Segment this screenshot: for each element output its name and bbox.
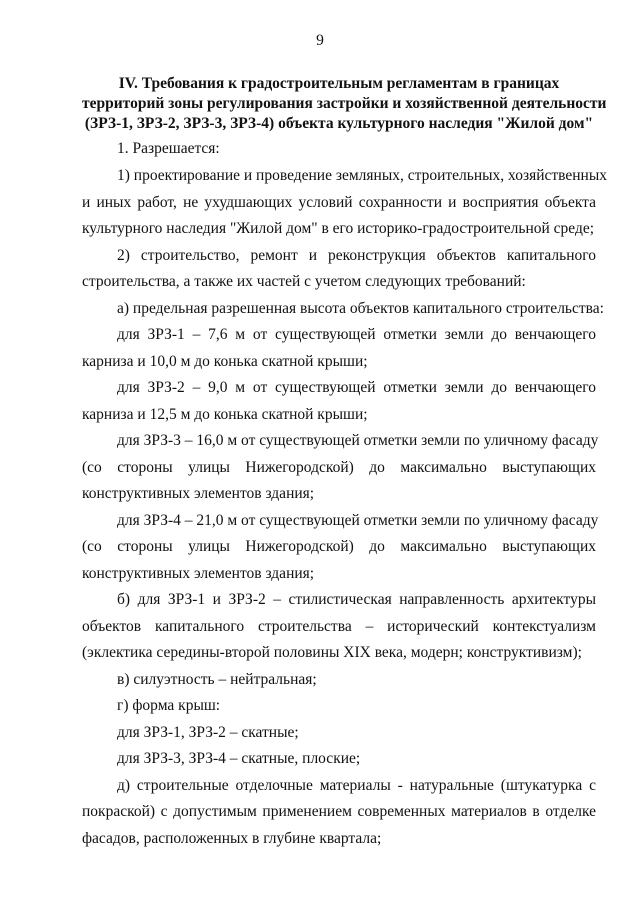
text-line: для ЗРЗ-4 – 21,0 м от существующей отметки земли по уличному фасаду bbox=[117, 512, 599, 529]
text-line: (со стороны улицы Нижегородской) до максимально выступающих bbox=[82, 538, 596, 555]
text-line: и иных работ, не ухудшающих условий сохранности и восприятия объекта bbox=[82, 194, 596, 211]
text-line: (эклектика середины-второй половины XIX века, модерн; конструктивизм); bbox=[82, 644, 582, 661]
text-line: в) силуэтность – нейтральная; bbox=[117, 671, 317, 688]
heading-line: (ЗРЗ-1, ЗРЗ-2, ЗРЗ-3, ЗРЗ-4) объекта культурного наследия "Жилой дом" bbox=[84, 115, 594, 132]
heading-line: территорий зоны регулирования застройки и хозяйственной деятельности bbox=[82, 95, 607, 112]
heading-line: IV. Требования к градостроительным регламентам в границах bbox=[118, 75, 560, 92]
text-line: 1. Разрешается: bbox=[117, 140, 220, 157]
text-line: 1) проектирование и проведение земляных, строительных, хозяйственных bbox=[117, 167, 608, 184]
text-line: для ЗРЗ-1, ЗРЗ-2 – скатные; bbox=[117, 724, 299, 741]
text-line: для ЗРЗ-3, ЗРЗ-4 – скатные, плоские; bbox=[117, 750, 361, 767]
text-line: д) строительные отделочные материалы - натуральные (штукатурка с bbox=[117, 777, 596, 794]
text-line: б) для ЗРЗ-1 и ЗРЗ-2 – стилистическая направленность архитектуры bbox=[117, 591, 596, 608]
text-line: конструктивных элементов здания; bbox=[82, 565, 315, 582]
text-line: карниза и 12,5 м до конька скатной крыши; bbox=[82, 406, 368, 423]
text-line: г) форма крыш: bbox=[117, 697, 221, 714]
text-line: строительства, а также их частей с учетом следующих требований: bbox=[82, 273, 526, 290]
text-line: 2) строительство, ремонт и реконструкция объектов капитального bbox=[117, 247, 596, 264]
text-line: для ЗРЗ-1 – 7,6 м от существующей отметки земли до венчающего bbox=[117, 326, 596, 343]
text-line: для ЗРЗ-2 – 9,0 м от существующей отметки земли до венчающего bbox=[117, 379, 596, 396]
text-line: фасадов, расположенных в глубине квартала; bbox=[82, 830, 382, 847]
text-line: покраской) с допустимым применением современных материалов в отделке bbox=[82, 803, 596, 820]
text-line: для ЗРЗ-3 – 16,0 м от существующей отметки земли по уличному фасаду bbox=[117, 432, 599, 449]
page-number: 9 bbox=[316, 32, 324, 49]
section-heading bbox=[82, 74, 607, 134]
text-line: объектов капитального строительства – исторический контекстуализм bbox=[82, 618, 596, 635]
text-line: культурного наследия "Жилой дом" в его историко-градостроительной среде; bbox=[82, 220, 595, 237]
text-line: (со стороны улицы Нижегородской) до максимально выступающих bbox=[82, 459, 596, 476]
text-line: а) предельная разрешенная высота объектов капитального строительства: bbox=[117, 300, 604, 317]
text-line: конструктивных элементов здания; bbox=[82, 485, 315, 502]
text-line: карниза и 10,0 м до конька скатной крыши; bbox=[82, 353, 368, 370]
